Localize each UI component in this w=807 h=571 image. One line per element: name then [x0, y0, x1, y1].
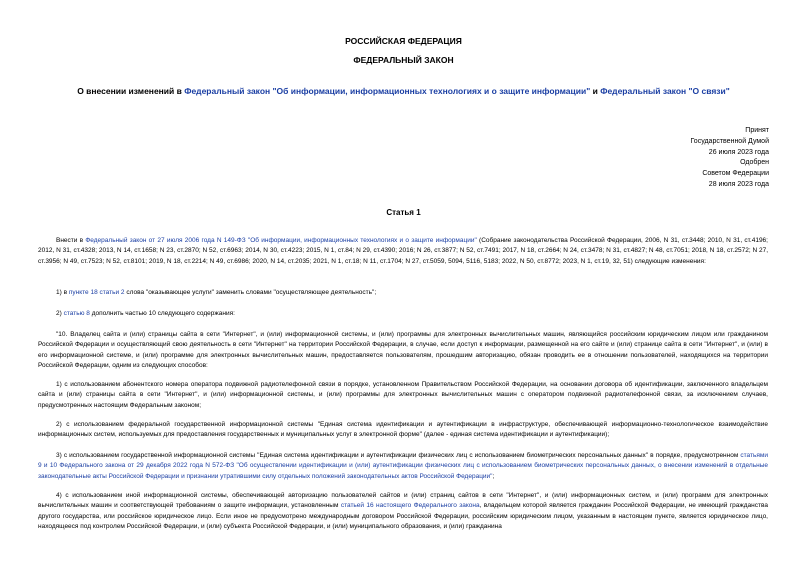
intro-law-link[interactable]: Федеральный закон от 27 июля 2006 года N 149-ФЗ "Об информации, информационных технологиях и о защите информации": [85, 237, 477, 244]
item-2: [38, 309, 768, 319]
item1-rest: слова "оказывающее услуги" заменить словами "осуществляющее деятельность";: [124, 289, 377, 296]
subitem-2: 2) с использованием федеральной государственной информационной системы "Единая система идентификации и аутентификации в инфраструктуре, обеспечивающей информационно-технологическое взаимодействие информационных систем, используемых для предоставления государственных и муниципальных услуг в электронной форме" (далее - единая система идентификации и аутентификации);: [38, 421, 768, 439]
item2-link[interactable]: статью 8: [63, 310, 90, 317]
accepted-date: 26 июля 2023 года: [708, 148, 769, 156]
approved-date: 28 июля 2023 года: [708, 180, 769, 188]
part-10-text: "10. Владелец сайта и (или) страницы сайта в сети "Интернет", и (или) информационной системы, и (или) программы для электронных вычислительных машин, являющийся российским юридическим лицом или гражданином Российской Федерации и осуществляющий свою деятельность в сети "Интернет" на территории Российской Федерации, в случае, если доступ к информации, размещенной на его сайте и (или) странице сайта в сети "Интернет", и (или) в его информационной системе, и (или) программе для электронных вычислительных машин, предоставляется пользователям, прошедшим авторизацию, обязан проводить ее в отношении пользователей, находящихся на территории Российской Федерации, одним из следующих способов:: [38, 331, 768, 370]
law-title: [0, 86, 807, 96]
sub4-article-link[interactable]: статьей 16 настоящего Федерального закона: [340, 502, 480, 510]
adoption-block: [690, 126, 769, 191]
sub4-rest: , владельцем которой является гражданин Российской Федерации, не имеющий гражданства другого государства, или российское юридическое лицо. Если иное не предусмотрено международным договором Российской Федерации, российским юридическим лицом, указанным в настоящем пункте, является юридическое лицо, находящееся под контролем Российской Федерации, и (или) субъекта Российской Федерации, и (или) муниципального образования, и (или) гражданина: [38, 502, 768, 531]
article-heading: Статья 1: [386, 208, 421, 217]
sub4-prefix: 4) с использованием иной информационной системы, обеспечивающей авторизацию пользователей сайтов и (или) страниц сайтов в сети "Интернет", и (или) информационных систем, и (или) программ для электронных вычислительных машин и соответствующей требованиям о защите информации, установленным: [38, 492, 768, 510]
title-link-communications-law[interactable]: Федеральный закон "О связи": [600, 86, 730, 96]
subitem-4: [38, 491, 768, 533]
item2-prefix: 2): [56, 310, 64, 317]
title-link-info-law[interactable]: Федеральный закон "Об информации, информационных технологиях и о защите информации": [184, 86, 591, 96]
intro-rest: (Собрание законодательства Российской Федерации, 2006, N 31, ст.3448; 2010, N 31, ст.4196; 2012, N 31, ст.4328; 2013, N 14, ст.1658; N 23, ст.2870; N 52, ст.6963; 2014, N 30, ст.4223; 2015, N 1, ст.84; N 29, ст.4390; 2016; N 26, ст.3877; N 52, ст.7491; 2017, N 18, ст.2664; N 24, ст.3478; N 31, ст.4827; N 48, ст.7051; 2018, N 18, ст.2572; N 27, ст.3956; N 49, ст.7523; N 52, ст.8101; 2019, N 18, ст.2214; N 49, ст.6986; 2020, N 14, ст.2035; 2021, N 1, ст.18; N 11, ст.1704; N 27, ст.5059, 5094, 5116, 5183; 2022, N 50, ст.8772; 2023, N 1, ст.19, 32, 51) следующие изменения:: [38, 237, 768, 265]
law-type-heading: ФЕДЕРАЛЬНЫЙ ЗАКОН: [353, 55, 454, 65]
accepted-by: Государственной Думой: [690, 137, 769, 145]
sub3-prefix: 3) с использованием государственной информационной системы "Единая система идентификации и аутентификации физических лиц с использованием биометрических персональных данных" в порядке, предусмотренном: [56, 452, 741, 459]
article-intro: [38, 236, 768, 267]
item1-prefix: 1) в: [56, 289, 69, 296]
title-prefix: О внесении изменений в: [77, 86, 185, 96]
item-1: [38, 288, 768, 298]
item2-rest: дополнить частью 10 следующего содержания:: [89, 310, 235, 317]
sub3-law-link[interactable]: статьями 9 и 10 Федерального закона от 29 декабря 2022 года N 572-ФЗ "Об осуществлении идентификации и (или) аутентификации физических лиц с использованием биометрических персональных данных, о внесении изменений в отдельные законодательные акты Российской Федерации и признании утратившими силу отдельных положений законодательных актов Российской Федерации": [38, 452, 768, 480]
approved-by: Советом Федерации: [702, 170, 769, 178]
title-mid: и: [590, 86, 601, 96]
accepted-label: Принят: [745, 127, 769, 134]
intro-prefix: Внести в: [56, 237, 86, 244]
sub3-rest: ;: [492, 472, 495, 480]
item1-link[interactable]: пункте 18 статьи 2: [68, 289, 125, 296]
subitem-3: [38, 451, 768, 482]
country-heading: РОССИЙСКАЯ ФЕДЕРАЦИЯ: [345, 36, 462, 46]
approved-label: Одобрен: [740, 159, 769, 167]
subitem-1: 1) с использованием абонентского номера оператора подвижной радиотелефонной связи в порядке, установленном Правительством Российской Федерации, на основании договора об идентификации, заключенного владельцем сайта и (или) страницы сайта в сети "Интернет", и (или) информационной системы, и (или) программы для электронных вычислительных машин с оператором подвижной радиотелефонной связи, за исключением случаев, предусмотренных настоящим Федеральным законом;: [38, 381, 768, 409]
